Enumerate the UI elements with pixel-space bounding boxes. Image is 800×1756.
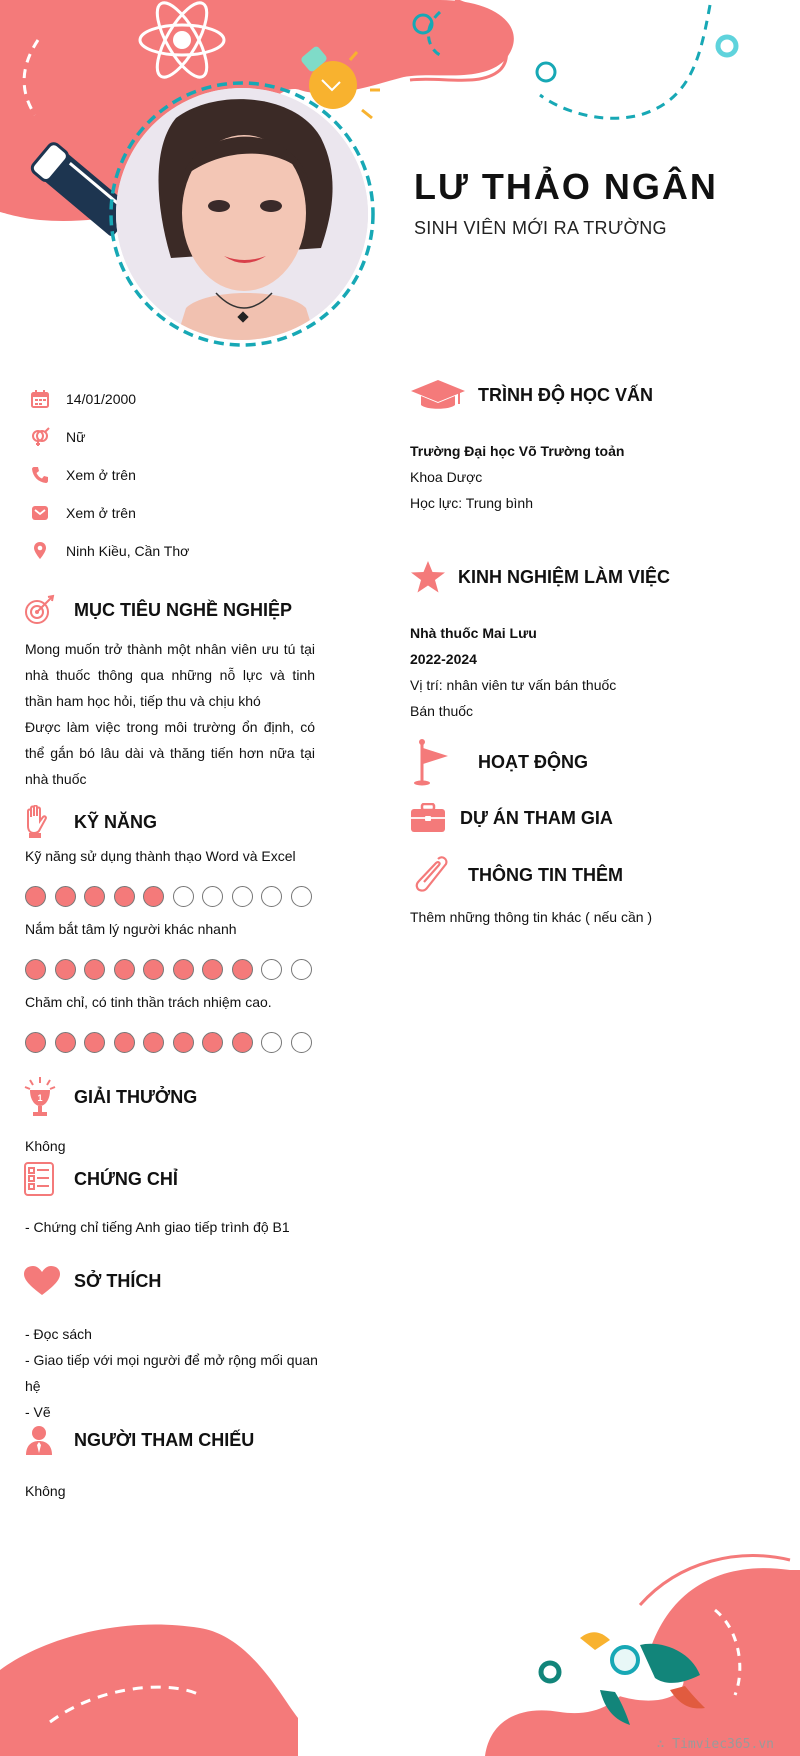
- extra-heading: [410, 855, 623, 895]
- projects-heading: [410, 803, 613, 833]
- references-title: NGƯỜI THAM CHIẾU: [74, 1429, 255, 1450]
- objective-line: Được làm việc trong môi trường ổn định, có thể gắn bó lâu dài và thăng tiến hơn nữa tại nhà thuốc: [25, 719, 315, 787]
- contact-birthday: 14/01/2000: [66, 391, 137, 407]
- gender-icon: [26, 426, 66, 448]
- objective-title: MỤC TIÊU NGHỀ NGHIỆP: [74, 599, 293, 620]
- phone-icon: [26, 464, 66, 486]
- education-grade: Học lực: Trung bình: [410, 495, 533, 511]
- rating-dot-empty: [232, 886, 253, 907]
- rating-dot-filled: [84, 959, 105, 980]
- rating-dot-empty: [202, 886, 223, 907]
- rating-dot-filled: [114, 1032, 135, 1053]
- contact-item-email: [26, 494, 326, 532]
- skill-rating: [25, 1032, 312, 1053]
- certificates-text: - Chứng chỉ tiếng Anh giao tiếp trình độ B1: [25, 1219, 290, 1235]
- briefcase-icon: [410, 803, 460, 833]
- rating-dot-filled: [84, 886, 105, 907]
- rating-dot-empty: [173, 886, 194, 907]
- star-icon: [410, 560, 458, 594]
- experience-company: Nhà thuốc Mai Lưu: [410, 625, 537, 641]
- contact-item-gender: [26, 418, 326, 456]
- watermark-logo: ∴ Timviec365.vn: [656, 1737, 774, 1752]
- rating-dot-filled: [173, 959, 194, 980]
- rating-dot-filled: [55, 959, 76, 980]
- rating-dot-filled: [55, 886, 76, 907]
- trophy-icon: [24, 1076, 74, 1118]
- email-icon: [26, 502, 66, 524]
- rating-dot-filled: [114, 959, 135, 980]
- activities-title: HOẠT ĐỘNG: [478, 751, 588, 772]
- activities-heading: [410, 738, 588, 786]
- hobbies-title: SỞ THÍCH: [74, 1270, 162, 1291]
- education-faculty: Khoa Dược: [410, 469, 483, 485]
- experience-period: 2022-2024: [410, 651, 477, 667]
- list-item: - Đọc sách: [25, 1326, 92, 1342]
- rating-dot-filled: [143, 1032, 164, 1053]
- projects-title: DỰ ÁN THAM GIA: [460, 807, 613, 828]
- skill-label: Kỹ năng sử dụng thành thạo Word và Excel: [25, 848, 296, 864]
- rating-dot-filled: [143, 886, 164, 907]
- calendar-icon: [26, 388, 66, 410]
- rating-dot-filled: [25, 886, 46, 907]
- rating-dot-empty: [291, 1032, 312, 1053]
- flag-icon: [410, 738, 478, 786]
- experience-position: Vị trí: nhân viên tư vấn bán thuốc: [410, 677, 617, 693]
- skill-label: Chăm chỉ, có tinh thần trách nhiệm cao.: [25, 994, 272, 1010]
- rating-dot-filled: [202, 1032, 223, 1053]
- hobbies-list: [25, 1321, 321, 1425]
- footer-decoration: [0, 1480, 800, 1756]
- candidate-name: LƯ THẢO NGÂN: [414, 166, 718, 207]
- person-icon: [24, 1425, 74, 1455]
- contact-list: [26, 380, 326, 570]
- references-text: Không: [25, 1483, 66, 1499]
- raised-hand-icon: [24, 805, 74, 839]
- skill-rating: [25, 886, 312, 907]
- rating-dot-filled: [55, 1032, 76, 1053]
- objective-heading: [24, 594, 292, 626]
- rating-dot-filled: [232, 1032, 253, 1053]
- svg-text:1: 1: [37, 1093, 43, 1103]
- profile-photo: [116, 88, 368, 340]
- education-details: [410, 438, 624, 516]
- objective-line: Mong muốn trở thành một nhân viên ưu tú tại nhà thuốc thông qua những nỗ lực và tinh thần ham học hỏi, tiếp thu và chịu khó: [25, 641, 315, 709]
- references-heading: [24, 1425, 254, 1455]
- hobbies-heading: [24, 1266, 161, 1296]
- rating-dot-empty: [261, 959, 282, 980]
- awards-heading: [24, 1076, 197, 1118]
- rating-dot-filled: [25, 959, 46, 980]
- education-school: Trường Đại học Võ Trường toản: [410, 443, 625, 459]
- candidate-role: SINH VIÊN MỚI RA TRƯỜNG: [414, 218, 667, 238]
- skills-title: KỸ NĂNG: [74, 811, 158, 832]
- experience-heading: [410, 560, 670, 594]
- rating-dot-empty: [291, 959, 312, 980]
- rating-dot-filled: [114, 886, 135, 907]
- rating-dot-filled: [202, 959, 223, 980]
- certificates-heading: [24, 1162, 178, 1196]
- skill-rating: [25, 959, 312, 980]
- target-icon: [24, 594, 74, 626]
- rating-dot-filled: [173, 1032, 194, 1053]
- location-pin-icon: [26, 540, 66, 562]
- list-item: - Vẽ: [25, 1404, 51, 1420]
- rating-dot-empty: [261, 886, 282, 907]
- rating-dot-empty: [261, 1032, 282, 1053]
- experience-title: KINH NGHIỆM LÀM VIỆC: [458, 566, 671, 587]
- experience-detail: Bán thuốc: [410, 703, 474, 719]
- extra-text: Thêm những thông tin khác ( nếu cần ): [410, 909, 653, 925]
- rating-dot-filled: [25, 1032, 46, 1053]
- contact-address: Ninh Kiều, Cần Thơ: [66, 543, 190, 559]
- education-title: TRÌNH ĐỘ HỌC VẤN: [478, 384, 653, 405]
- skill-label: Nắm bắt tâm lý người khác nhanh: [25, 921, 237, 937]
- awards-title: GIẢI THƯỞNG: [74, 1086, 198, 1107]
- contact-item-address: [26, 532, 326, 570]
- contact-item-birthday: [26, 380, 326, 418]
- extra-title: THÔNG TIN THÊM: [468, 864, 623, 885]
- list-item: - Giao tiếp với mọi người để mở rộng mối quan hệ: [25, 1352, 318, 1394]
- rating-dot-filled: [143, 959, 164, 980]
- contact-gender: Nữ: [66, 429, 86, 445]
- paperclip-icon: [410, 855, 468, 895]
- skills-heading: [24, 805, 157, 839]
- contact-email: Xem ở trên: [66, 505, 136, 521]
- awards-text: Không: [25, 1138, 66, 1154]
- experience-details: [410, 620, 616, 724]
- education-heading: [410, 378, 653, 412]
- heart-icon: [24, 1266, 74, 1296]
- objective-text: [25, 636, 315, 792]
- contact-phone: Xem ở trên: [66, 467, 136, 483]
- contact-item-phone: [26, 456, 326, 494]
- graduation-cap-icon: [410, 378, 478, 412]
- rating-dot-filled: [84, 1032, 105, 1053]
- rating-dot-empty: [291, 886, 312, 907]
- certificates-title: CHỨNG CHỈ: [74, 1168, 178, 1189]
- rating-dot-filled: [232, 959, 253, 980]
- checklist-icon: [24, 1162, 74, 1196]
- profile-photo-illustration: [116, 88, 368, 340]
